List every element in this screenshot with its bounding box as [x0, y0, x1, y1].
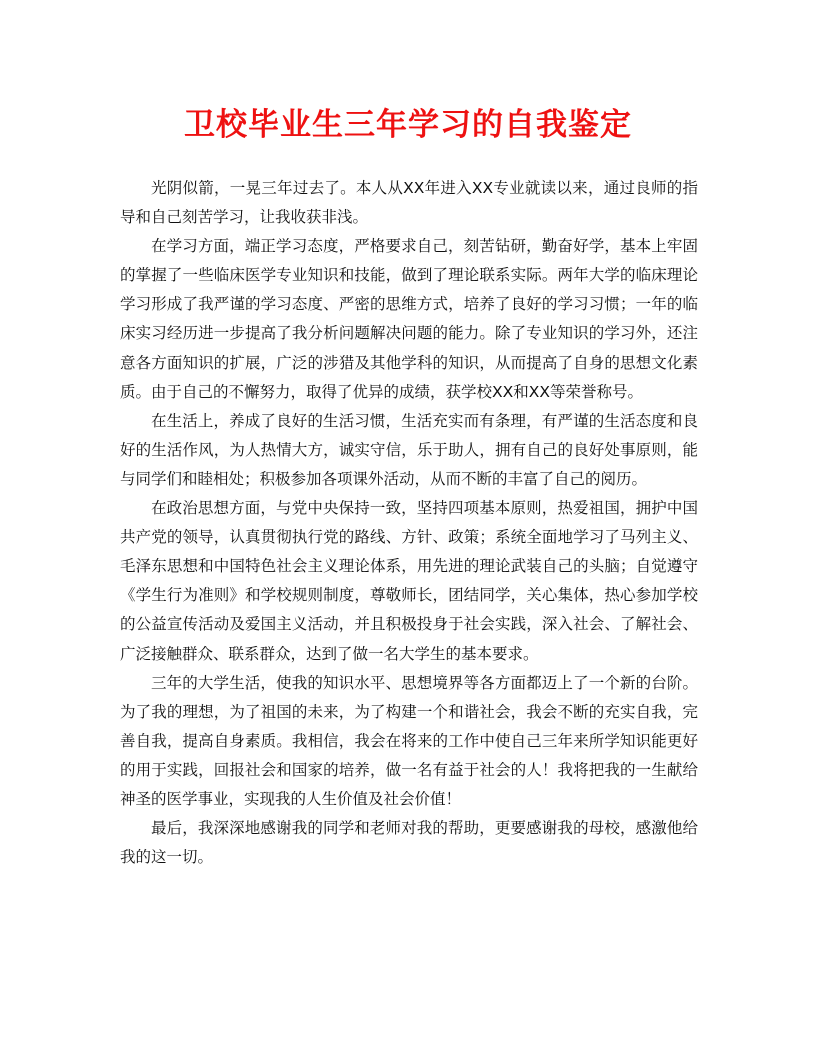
document-body — [120, 174, 698, 872]
paragraph-politics: 在政治思想方面，与党中央保持一致，坚持四项基本原则，热爱祖国，拥护中国共产党的领导，认真贯彻执行党的路线、方针、政策；系统全面地学习了马列主义、毛泽东思想和中国特色社会主义理论体系，用先进的理论武装自己的头脑；自觉遵守《学生行为准则》和学校规则制度，尊敬师长，团结同学，关心集体，热心参加学校的公益宣传活动及爱国主义活动，并且积极投身于社会实践，深入社会、了解社会、广泛接触群众、联系群众，达到了做一名大学生的基本要求。 — [120, 499, 698, 663]
paragraph-intro: 光阴似箭，一晃三年过去了。本人从XX年进入XX专业就读以来，通过良师的指导和自己刻苦学习，让我收获非浅。 — [120, 179, 698, 227]
paragraph-thanks: 最后，我深深地感谢我的同学和老师对我的帮助，更要感谢我的母校，感激他给我的这一切。 — [120, 819, 698, 867]
paragraph-summary: 三年的大学生活，使我的知识水平、思想境界等各方面都迈上了一个新的台阶。为了我的理想，为了祖国的未来，为了构建一个和谐社会，我会不断的充实自我，完善自我，提高自身素质。我相信，我会在将来的工作中使自己三年来所学知识能更好的用于实践，回报社会和国家的培养，做一名有益于社会的人！我将把我的一生献给神圣的医学事业，实现我的人生价值及社会价值！ — [120, 673, 698, 808]
paragraph-life: 在生活上，养成了良好的生活习惯，生活充实而有条理，有严谨的生活态度和良好的生活作风，为人热情大方，诚实守信，乐于助人，拥有自己的良好处事原则，能与同学们和睦相处；积极参加各项课外活动，从而不断的丰富了自己的阅历。 — [120, 411, 698, 488]
paragraph-study: 在学习方面，端正学习态度，严格要求自己，刻苦钻研，勤奋好学，基本上牢固的掌握了一些临床医学专业知识和技能，做到了理论联系实际。两年大学的临床理论学习形成了我严谨的学习态度、严密的思维方式，培养了良好的学习习惯；一年的临床实习经历进一步提高了我分析问题解决问题的能力。除了专业知识的学习外，还注意各方面知识的扩展，广泛的涉猎及其他学科的知识，从而提高了自身的思想文化素质。由于自己的不懈努力，取得了优异的成绩，获学校XX和XX等荣誉称号。 — [120, 237, 698, 401]
document-title: 卫校毕业生三年学习的自我鉴定 — [184, 107, 632, 143]
